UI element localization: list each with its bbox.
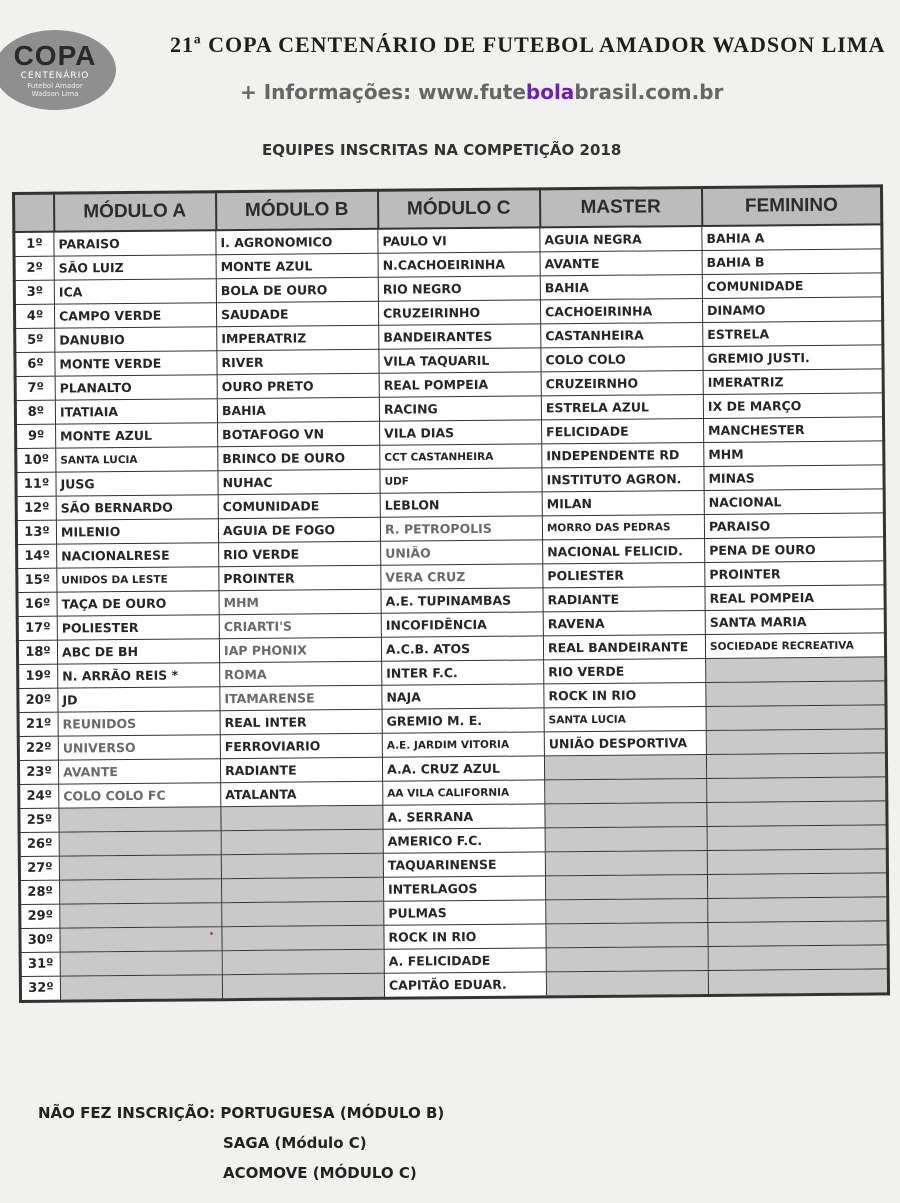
modulo-a-cell: SANTA LUCIA bbox=[56, 447, 218, 472]
feminino-cell bbox=[707, 849, 887, 875]
position-cell: 22º bbox=[18, 736, 58, 760]
master-cell bbox=[546, 970, 708, 996]
feminino-cell bbox=[708, 945, 888, 971]
master-cell: MORRO DAS PEDRAS bbox=[542, 514, 704, 539]
footer-label: NÃO FEZ INSCRIÇÃO: bbox=[38, 1104, 216, 1122]
logo-subtext-2: Futebol Amador bbox=[27, 82, 83, 90]
modulo-b-cell bbox=[222, 877, 384, 902]
modulo-b-cell: BOTAFOGO VN bbox=[218, 421, 380, 446]
modulo-a-cell: POLIESTER bbox=[57, 615, 219, 640]
modulo-b-cell: OURO PRETO bbox=[217, 373, 379, 398]
feminino-cell: NACIONAL bbox=[704, 489, 884, 515]
modulo-a-cell: N. ARRÃO REIS * bbox=[58, 663, 220, 688]
modulo-c-cell: CRUZEIRINHO bbox=[378, 300, 540, 325]
master-cell bbox=[546, 922, 708, 947]
modulo-c-cell: GREMIO M. E. bbox=[382, 708, 544, 733]
position-cell: 8º bbox=[15, 400, 55, 424]
master-cell bbox=[545, 850, 707, 875]
footer-row bbox=[38, 1158, 444, 1188]
modulo-a-cell: NACIONALRESE bbox=[57, 543, 219, 568]
modulo-c-cell: RIO NEGRO bbox=[378, 276, 540, 301]
modulo-a-cell: SÃO BERNARDO bbox=[56, 495, 218, 520]
modulo-a-cell: DANUBIO bbox=[55, 327, 217, 352]
feminino-cell: COMUNIDADE bbox=[702, 273, 882, 299]
logo-text: COPA bbox=[13, 40, 97, 71]
modulo-b-cell: AGUIA DE FOGO bbox=[218, 517, 380, 542]
position-cell: 31º bbox=[20, 952, 60, 976]
modulo-a-cell: MONTE AZUL bbox=[56, 423, 218, 448]
master-cell: POLIESTER bbox=[543, 562, 705, 587]
feminino-cell: SOCIEDADE RECREATIVA bbox=[705, 633, 885, 659]
master-cell: AGUIA NEGRA bbox=[540, 226, 702, 252]
footer-note bbox=[38, 1098, 444, 1188]
page-title: 21ª COPA CENTENÁRIO DE FUTEBOL AMADOR WADSON LIMA bbox=[170, 32, 886, 57]
modulo-c-cell: PULMAS bbox=[384, 900, 546, 925]
position-cell: 30º bbox=[20, 928, 60, 952]
modulo-c-cell: UNIÃO bbox=[381, 540, 543, 565]
master-cell: RIO VERDE bbox=[544, 658, 706, 683]
modulo-c-cell: A. SERRANA bbox=[383, 804, 545, 829]
modulo-a-cell bbox=[59, 831, 221, 856]
modulo-c-cell: CAPITÃO EDUAR. bbox=[384, 972, 546, 998]
modulo-a-cell bbox=[60, 927, 222, 952]
header-feminino: FEMININO bbox=[701, 186, 881, 226]
modulo-c-cell: INTERLAGOS bbox=[383, 876, 545, 901]
position-cell: 5º bbox=[15, 328, 55, 352]
footer-row bbox=[38, 1098, 444, 1128]
modulo-c-cell: R. PETROPOLIS bbox=[380, 516, 542, 541]
modulo-c-cell: A. FELICIDADE bbox=[384, 948, 546, 973]
modulo-a-cell bbox=[60, 903, 222, 928]
position-cell: 3º bbox=[14, 280, 54, 304]
table-subtitle: EQUIPES INSCRITAS NA COMPETIÇÃO 2018 bbox=[262, 141, 622, 159]
feminino-cell: MHM bbox=[704, 441, 884, 467]
position-cell: 2º bbox=[14, 256, 54, 280]
modulo-a-cell: TAÇA DE OURO bbox=[57, 591, 219, 616]
feminino-cell: IMERATRIZ bbox=[703, 369, 883, 395]
modulo-b-cell: RIVER bbox=[217, 349, 379, 374]
info-prefix: + Informações: www.fute bbox=[240, 80, 526, 104]
footer-row bbox=[38, 1128, 444, 1158]
feminino-cell bbox=[708, 897, 888, 923]
modulo-c-cell: PAULO VI bbox=[378, 227, 540, 253]
modulo-c-cell: VILA TAQUARIL bbox=[379, 348, 541, 373]
header-modulo-c: MÓDULO C bbox=[377, 189, 539, 229]
modulo-b-cell: ITAMARENSE bbox=[220, 685, 382, 710]
info-suffix: brasil.com.br bbox=[574, 80, 724, 104]
master-cell: CACHOEIRINHA bbox=[540, 298, 702, 323]
teams-table bbox=[12, 184, 890, 1003]
feminino-cell: IX DE MARÇO bbox=[703, 393, 883, 419]
modulo-c-cell: N.CACHOEIRINHA bbox=[378, 252, 540, 277]
modulo-a-cell: REUNIDOS bbox=[58, 711, 220, 736]
modulo-b-cell: SAUDADE bbox=[216, 301, 378, 326]
master-cell: COLO COLO bbox=[541, 346, 703, 371]
modulo-b-cell bbox=[222, 925, 384, 950]
modulo-a-cell: SÃO LUIZ bbox=[54, 255, 216, 280]
feminino-cell: PENA DE OURO bbox=[705, 537, 885, 563]
position-cell: 21º bbox=[18, 712, 58, 736]
master-cell: INDEPENDENTE RD bbox=[542, 442, 704, 467]
feminino-cell bbox=[706, 681, 886, 707]
header-position bbox=[14, 193, 54, 232]
feminino-cell: REAL POMPEIA bbox=[705, 585, 885, 611]
modulo-c-cell: BANDEIRANTES bbox=[379, 324, 541, 349]
master-cell bbox=[545, 874, 707, 899]
feminino-cell bbox=[707, 777, 887, 803]
modulo-b-cell: BOLA DE OURO bbox=[216, 277, 378, 302]
modulo-b-cell: BRINCO DE OURO bbox=[218, 445, 380, 470]
modulo-c-cell: UDF bbox=[380, 468, 542, 493]
position-cell: 1º bbox=[14, 232, 54, 257]
modulo-b-cell: IMPERATRIZ bbox=[217, 325, 379, 350]
modulo-c-cell: AMERICO F.C. bbox=[383, 828, 545, 853]
modulo-b-cell bbox=[221, 829, 383, 854]
modulo-a-cell: COLO COLO FC bbox=[59, 783, 221, 808]
modulo-c-cell: LEBLON bbox=[380, 492, 542, 517]
modulo-a-cell: UNIVERSO bbox=[58, 735, 220, 760]
master-cell: RADIANTE bbox=[543, 586, 705, 611]
modulo-b-cell bbox=[221, 853, 383, 878]
modulo-c-cell: RACING bbox=[379, 396, 541, 421]
position-cell: 13º bbox=[16, 520, 56, 544]
master-cell bbox=[545, 826, 707, 851]
modulo-b-cell: ATALANTA bbox=[221, 781, 383, 806]
modulo-b-cell: I. AGRONOMICO bbox=[216, 229, 378, 255]
position-cell: 11º bbox=[16, 472, 56, 496]
feminino-cell bbox=[706, 729, 886, 755]
position-cell: 4º bbox=[14, 304, 54, 328]
feminino-cell bbox=[706, 657, 886, 683]
modulo-a-cell: PLANALTO bbox=[55, 375, 217, 400]
position-cell: 19º bbox=[18, 664, 58, 688]
modulo-b-cell bbox=[222, 901, 384, 926]
feminino-cell: ESTRELA bbox=[703, 321, 883, 347]
master-cell: AVANTE bbox=[540, 250, 702, 275]
position-cell: 29º bbox=[20, 904, 60, 928]
modulo-a-cell: AVANTE bbox=[58, 759, 220, 784]
modulo-a-cell bbox=[60, 951, 222, 976]
modulo-a-cell bbox=[59, 855, 221, 880]
modulo-b-cell: PROINTER bbox=[219, 565, 381, 590]
position-cell: 23º bbox=[18, 760, 58, 784]
master-cell: BAHIA bbox=[540, 274, 702, 299]
footer-item: PORTUGUESA (MÓDULO B) bbox=[220, 1104, 445, 1122]
modulo-a-cell: PARAISO bbox=[54, 230, 216, 256]
feminino-cell bbox=[707, 873, 887, 899]
position-cell: 18º bbox=[17, 640, 57, 664]
modulo-a-cell: CAMPO VERDE bbox=[54, 303, 216, 328]
feminino-cell: BAHIA B bbox=[702, 249, 882, 275]
feminino-cell: BAHIA A bbox=[702, 224, 882, 250]
modulo-c-cell: AA VILA CALIFORNIA bbox=[383, 780, 545, 805]
position-cell: 15º bbox=[17, 568, 57, 592]
master-cell: REAL BANDEIRANTE bbox=[543, 634, 705, 659]
logo-subtext-3: Wadson Lima bbox=[31, 90, 79, 98]
modulo-a-cell bbox=[60, 879, 222, 904]
modulo-b-cell bbox=[221, 805, 383, 830]
info-accent: bola bbox=[525, 80, 575, 104]
modulo-a-cell: UNIDOS DA LESTE bbox=[57, 567, 219, 592]
modulo-b-cell: REAL INTER bbox=[220, 709, 382, 734]
modulo-b-cell: RADIANTE bbox=[220, 757, 382, 782]
feminino-cell: SANTA MARIA bbox=[705, 609, 885, 635]
master-cell: SANTA LUCIA bbox=[544, 706, 706, 731]
modulo-c-cell: TAQUARINENSE bbox=[383, 852, 545, 877]
master-cell: MILAN bbox=[542, 490, 704, 515]
modulo-b-cell: FERROVIARIO bbox=[220, 733, 382, 758]
master-cell bbox=[545, 778, 707, 803]
modulo-b-cell: BAHIA bbox=[217, 397, 379, 422]
modulo-b-cell: IAP PHONIX bbox=[219, 637, 381, 662]
master-cell: UNIÃO DESPORTIVA bbox=[544, 730, 706, 755]
modulo-a-cell: JUSG bbox=[56, 471, 218, 496]
modulo-b-cell bbox=[222, 973, 384, 999]
position-cell: 6º bbox=[15, 352, 55, 376]
footer-item: SAGA (Módulo C) bbox=[223, 1134, 367, 1152]
teams-sheet bbox=[12, 184, 887, 1038]
position-cell: 9º bbox=[16, 424, 56, 448]
master-cell bbox=[545, 802, 707, 827]
position-cell: 24º bbox=[19, 784, 59, 808]
modulo-c-cell: VERA CRUZ bbox=[381, 564, 543, 589]
modulo-c-cell: INCOFIDÊNCIA bbox=[381, 612, 543, 637]
position-cell: 32º bbox=[20, 976, 60, 1001]
header-modulo-a: MÓDULO A bbox=[54, 192, 216, 232]
master-cell bbox=[546, 898, 708, 923]
feminino-cell bbox=[706, 753, 886, 779]
master-cell: INSTITUTO AGRON. bbox=[542, 466, 704, 491]
feminino-cell bbox=[707, 801, 887, 827]
position-cell: 28º bbox=[20, 880, 60, 904]
feminino-cell bbox=[707, 825, 887, 851]
table-body bbox=[14, 224, 889, 1001]
logo-subtext: CENTENÁRIO bbox=[20, 71, 90, 81]
master-cell: RAVENA bbox=[543, 610, 705, 635]
modulo-c-cell: A.E. TUPINAMBAS bbox=[381, 588, 543, 613]
header-master: MASTER bbox=[539, 187, 701, 227]
master-cell: CRUZEIRNHO bbox=[541, 370, 703, 395]
modulo-b-cell: NUHAC bbox=[218, 469, 380, 494]
modulo-b-cell: CRIARTI'S bbox=[219, 613, 381, 638]
master-cell bbox=[544, 754, 706, 779]
position-cell: 16º bbox=[17, 592, 57, 616]
header-modulo-b: MÓDULO B bbox=[216, 190, 378, 230]
feminino-cell: GREMIO JUSTI. bbox=[703, 345, 883, 371]
master-cell: FELICIDADE bbox=[542, 418, 704, 443]
feminino-cell: DINAMO bbox=[702, 297, 882, 323]
position-cell: 14º bbox=[17, 544, 57, 568]
master-cell bbox=[546, 946, 708, 971]
position-cell: 12º bbox=[16, 496, 56, 520]
feminino-cell bbox=[706, 705, 886, 731]
modulo-a-cell bbox=[60, 975, 222, 1001]
position-cell: 27º bbox=[19, 856, 59, 880]
modulo-b-cell: ROMA bbox=[220, 661, 382, 686]
modulo-a-cell: ABC DE BH bbox=[57, 639, 219, 664]
ink-dot bbox=[210, 932, 213, 935]
modulo-b-cell: COMUNIDADE bbox=[218, 493, 380, 518]
copa-centenario-logo bbox=[0, 30, 116, 110]
modulo-c-cell: A.A. CRUZ AZUL bbox=[382, 756, 544, 781]
footer-item: ACOMOVE (MÓDULO C) bbox=[223, 1164, 417, 1182]
feminino-cell: PARAISO bbox=[704, 513, 884, 539]
info-line bbox=[240, 80, 723, 104]
position-cell: 26º bbox=[19, 832, 59, 856]
feminino-cell bbox=[708, 921, 888, 947]
position-cell: 7º bbox=[15, 376, 55, 400]
modulo-a-cell: ITATIAIA bbox=[55, 399, 217, 424]
modulo-c-cell: ROCK IN RIO bbox=[384, 924, 546, 949]
modulo-b-cell bbox=[222, 949, 384, 974]
modulo-a-cell bbox=[59, 807, 221, 832]
master-cell: ROCK IN RIO bbox=[544, 682, 706, 707]
master-cell: ESTRELA AZUL bbox=[541, 394, 703, 419]
modulo-b-cell: MONTE AZUL bbox=[216, 253, 378, 278]
master-cell: NACIONAL FELICID. bbox=[543, 538, 705, 563]
position-cell: 20º bbox=[18, 688, 58, 712]
modulo-b-cell: MHM bbox=[219, 589, 381, 614]
modulo-c-cell: A.C.B. ATOS bbox=[381, 636, 543, 661]
modulo-c-cell: A.E. JARDIM VITORIA bbox=[382, 732, 544, 757]
modulo-b-cell: RIO VERDE bbox=[219, 541, 381, 566]
position-cell: 25º bbox=[19, 808, 59, 832]
modulo-c-cell: NAJA bbox=[382, 684, 544, 709]
modulo-c-cell: REAL POMPEIA bbox=[379, 372, 541, 397]
feminino-cell: PROINTER bbox=[705, 561, 885, 587]
position-cell: 10º bbox=[16, 448, 56, 472]
modulo-a-cell: MONTE VERDE bbox=[55, 351, 217, 376]
feminino-cell: MINAS bbox=[704, 465, 884, 491]
modulo-c-cell: CCT CASTANHEIRA bbox=[380, 444, 542, 469]
modulo-a-cell: JD bbox=[58, 687, 220, 712]
modulo-c-cell: VILA DIAS bbox=[380, 420, 542, 445]
modulo-a-cell: MILENIO bbox=[56, 519, 218, 544]
feminino-cell bbox=[708, 969, 888, 996]
master-cell: CASTANHEIRA bbox=[541, 322, 703, 347]
feminino-cell: MANCHESTER bbox=[704, 417, 884, 443]
modulo-c-cell: INTER F.C. bbox=[382, 660, 544, 685]
position-cell: 17º bbox=[17, 616, 57, 640]
modulo-a-cell: ICA bbox=[54, 279, 216, 304]
